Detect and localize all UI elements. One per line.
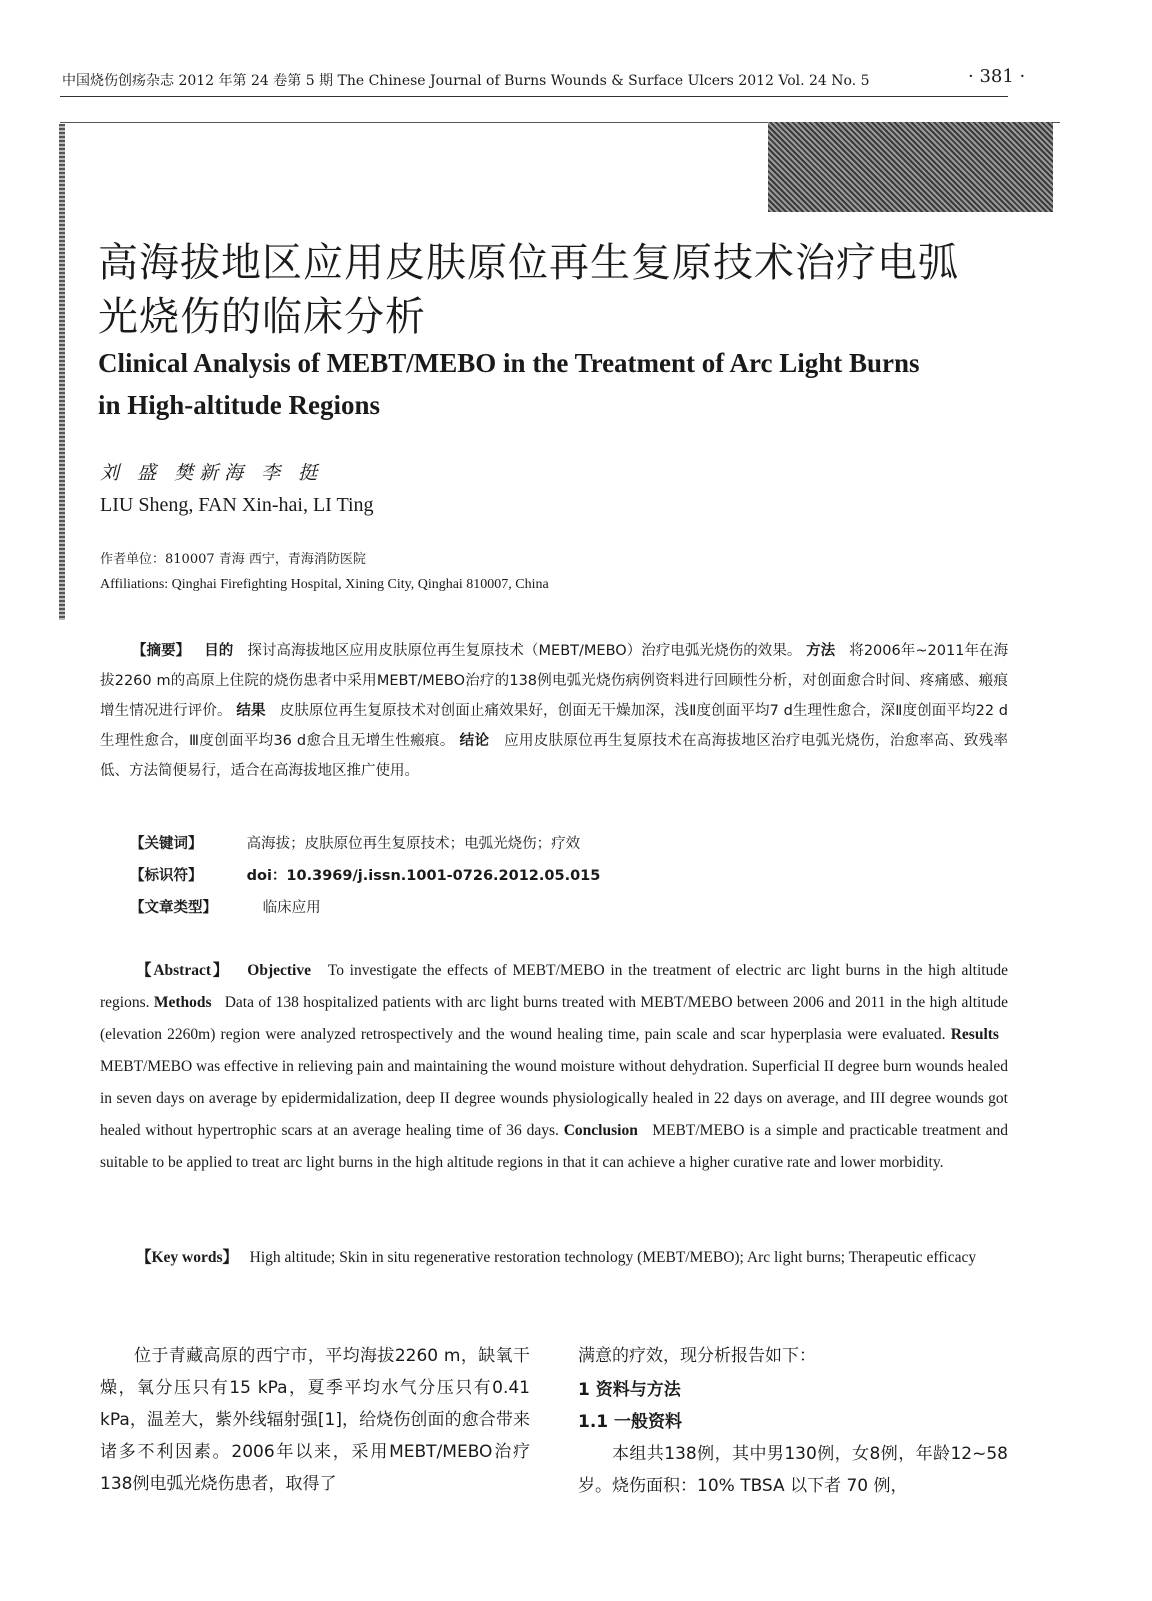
page-number: · 381 · <box>968 66 1026 87</box>
article-type-row <box>130 896 321 917</box>
results-text-zh: 皮肤原位再生复原技术对创面止痛效果好，创面无干燥加深，浅Ⅱ度创面平均7 d生理性愈合，深Ⅱ度创面平均22 d生理性愈合，Ⅲ度创面平均36 d愈合且无增生性瘢痕。 <box>100 703 1009 749</box>
body-left-text: 位于青藏高原的西宁市，平均海拔2260 m，缺氧干燥，氧分压只有15 kPa，夏季平均水气分压只有0.41 kPa，温差大，紫外线辐射强[1]，给烧伤创面的愈合带来诸多不利因素。2006年以来，采用MEBT/MEBO治疗138例电弧光烧伤患者，取得了 <box>100 1346 530 1494</box>
title-zh-line1: 高海拔地区应用皮肤原位再生复原技术治疗电弧 <box>98 240 959 286</box>
column-badge-graphic <box>768 122 1053 212</box>
keywords-en <box>100 1242 1008 1274</box>
identifier-row <box>130 864 600 885</box>
body-right-column <box>578 1340 1008 1502</box>
objective-label-en: Objective <box>247 962 311 979</box>
objective-text-zh: 探讨高海拔地区应用皮肤原位再生复原技术（MEBT/MEBO）治疗电弧光烧伤的效果。 <box>247 643 802 659</box>
keywords-zh-value: 高海拔；皮肤原位再生复原技术；电弧光烧伤；疗效 <box>246 836 581 852</box>
keywords-zh-label: 【关键词】 <box>130 836 203 852</box>
running-header <box>62 70 870 90</box>
title-zh <box>98 238 1038 342</box>
results-label-en: Results <box>950 1026 999 1043</box>
doi-value: doi：10.3969/j.issn.1001-0726.2012.05.015 <box>246 868 601 884</box>
objective-text-en: To investigate the effects of MEBT/MEBO in the treatment of electric arc light burns in the high altitude regions. <box>100 962 1008 1011</box>
article-type-label: 【文章类型】 <box>130 900 217 916</box>
journal-citation: 中国烧伤创疡杂志 2012 年第 24 卷第 5 期 The Chinese Journal of Burns Wounds & Surface Ulcers 2012 Vol. 24 No. 5 <box>62 73 870 89</box>
body-right-intro: 满意的疗效，现分析报告如下： <box>578 1346 816 1366</box>
title-en-line2: in High-altitude Regions <box>98 390 381 420</box>
identifier-label: 【标识符】 <box>130 868 203 884</box>
objective-label-zh: 目的 <box>204 643 234 659</box>
conclusion-label-zh: 结论 <box>459 733 490 749</box>
section-1-1-heading: 1.1 一般资料 <box>578 1412 683 1432</box>
methods-text-en: Data of 138 hospitalized patients with arc light burns treated with MEBT/MEBO between 2006 and 2011 in the high altitude (elevation 2260m) region were analyzed retrospectively and the wound healing time, pain scale and scar hyperplasia were evaluated. <box>100 994 1009 1043</box>
section-1-1-text: 本组共138例，其中男130例，女8例，年龄12~58岁。烧伤面积：10% TBSA 以下者 70 例， <box>578 1444 1008 1496</box>
methods-text-zh: 将2006年~2011年在海拔2260 m的高原上住院的烧伤患者中采用MEBT/MEBO治疗的138例电弧光烧伤病例资料进行回顾性分析，对创面愈合时间、疼痛感、瘢痕增生情况进行评价。 <box>100 643 1009 719</box>
affiliation-zh: 作者单位：810007 青海 西宁，青海消防医院 <box>100 552 366 567</box>
title-en-line1: Clinical Analysis of MEBT/MEBO in the Treatment of Arc Light Burns <box>98 348 920 378</box>
header-rule <box>60 96 1008 97</box>
keywords-zh <box>130 832 580 853</box>
section-1-heading: 1 资料与方法 <box>578 1380 681 1400</box>
results-text-en: MEBT/MEBO was effective in relieving pain and maintaining the wound moisture without dehydration. Superficial II degree burn wounds healed in seven days on average by epidermidalization, deep II degree wounds physiologically healed in 22 days on average, and III degree wounds got healed without hypertrophic scars at an average healing time of 36 days. <box>100 1058 1008 1139</box>
abstract-zh-label: 【摘要】 <box>132 643 191 659</box>
methods-label-zh: 方法 <box>806 643 836 659</box>
conclusion-text-zh: 应用皮肤原位再生复原技术在高海拔地区治疗电弧光烧伤，治愈率高、致残率低、方法简便易行，适合在高海拔地区推广使用。 <box>100 733 1009 779</box>
keywords-en-label: 【Key words】 <box>136 1249 239 1266</box>
article-type-value: 临床应用 <box>262 900 321 916</box>
conclusion-text-en: MEBT/MEBO is a simple and practicable treatment and suitable to be applied to treat arc light burns in the high altitude regions in that it can achieve a higher curative rate and lower morbidity. <box>100 1122 1009 1171</box>
abstract-zh <box>100 636 1008 786</box>
abstract-en-label: 【Abstract】 <box>136 962 231 979</box>
title-zh-line2: 光烧伤的临床分析 <box>98 294 426 340</box>
authors-zh: 刘 盛 樊新海 李 挺 <box>100 462 324 484</box>
affiliation-en: Affiliations: Qinghai Firefighting Hospital, Xining City, Qinghai 810007, China <box>100 577 549 592</box>
abstract-en <box>100 955 1008 1179</box>
authors-en: LIU Sheng, FAN Xin-hai, LI Ting <box>100 494 374 516</box>
results-label-zh: 结果 <box>236 703 266 719</box>
body-left-column <box>100 1340 530 1500</box>
left-margin-bar <box>59 124 65 620</box>
keywords-en-value: High altitude; Skin in situ regenerative restoration technology (MEBT/MEBO); Arc light burns; Therapeutic efficacy <box>249 1249 977 1266</box>
methods-label-en: Methods <box>153 994 212 1011</box>
title-en <box>98 342 1058 426</box>
conclusion-label-en: Conclusion <box>563 1122 638 1139</box>
